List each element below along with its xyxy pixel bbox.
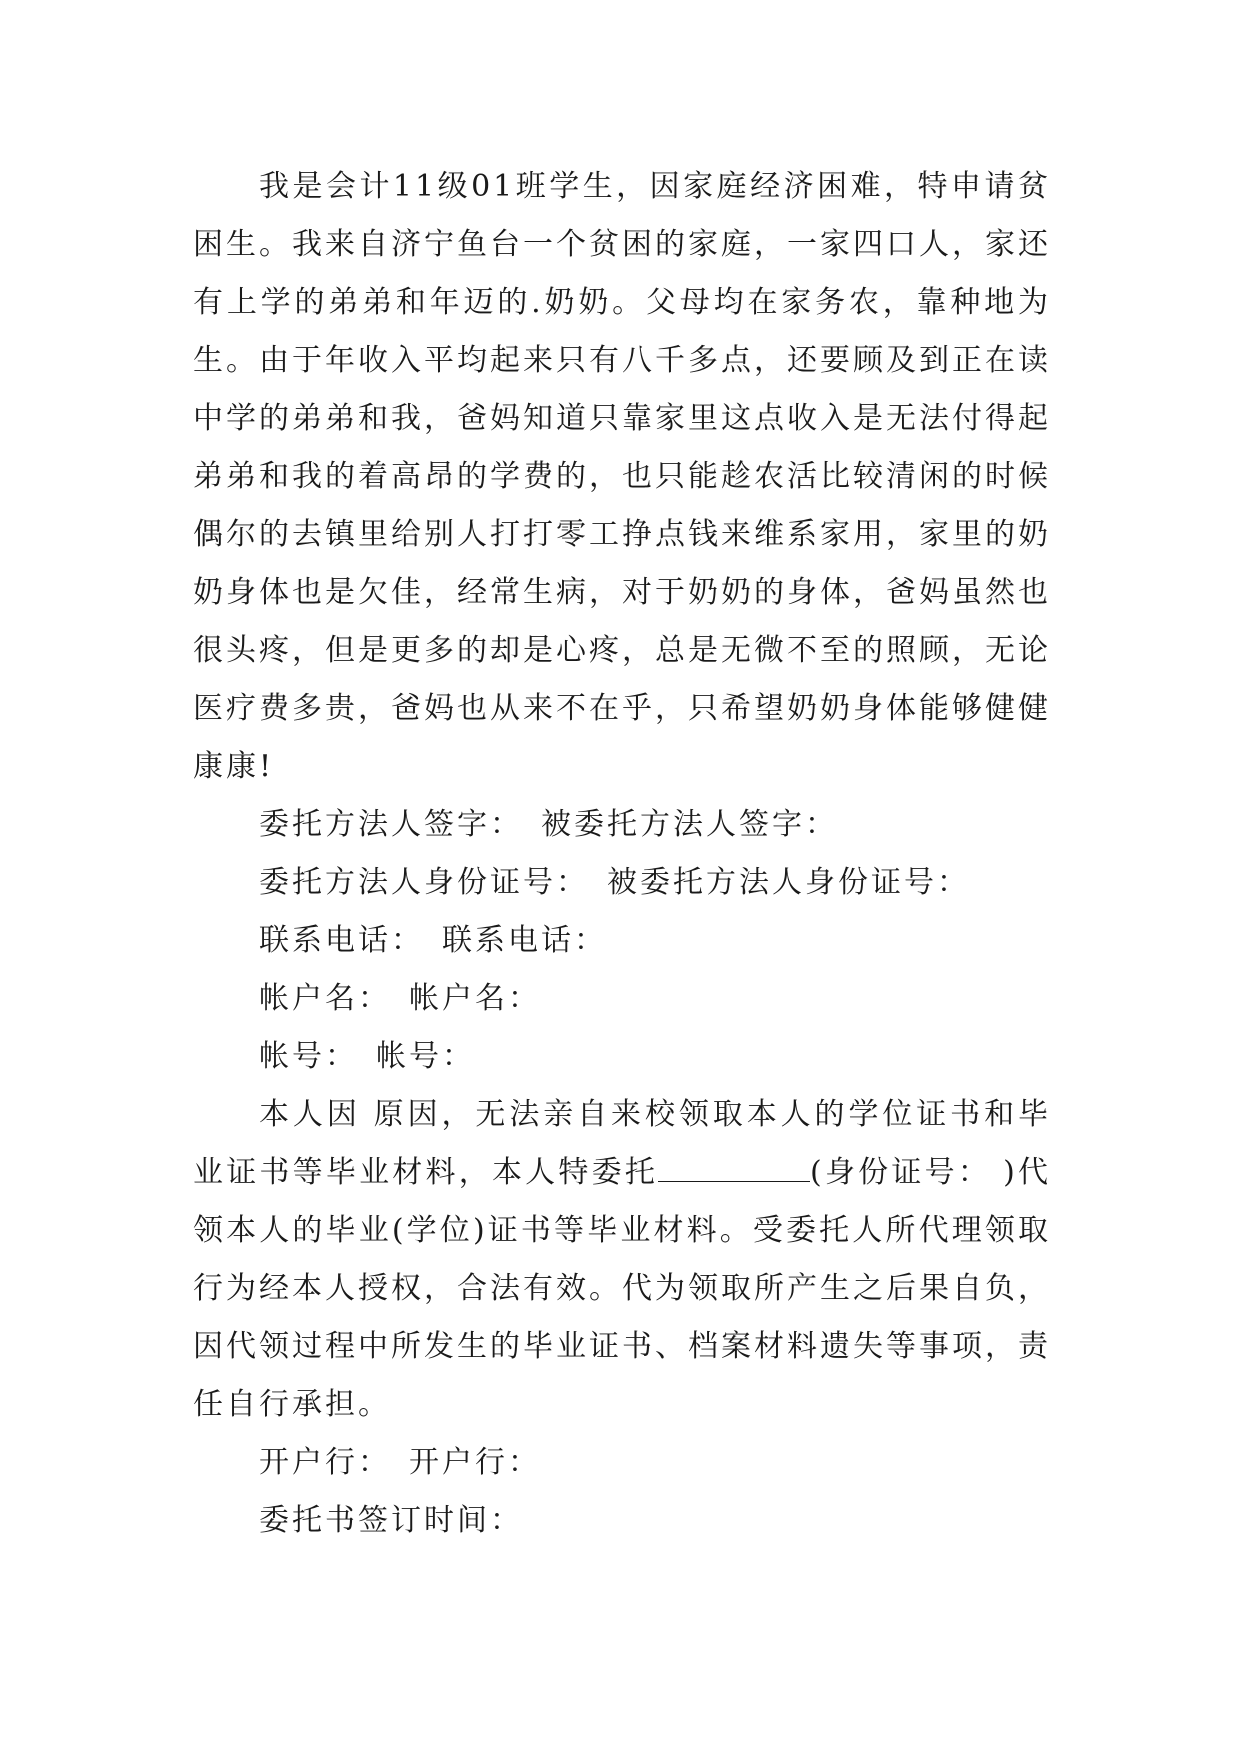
client-account-number-label: 帐号： — [259, 1039, 358, 1074]
id-number-line — [193, 854, 1051, 912]
client-signature-line — [193, 796, 1051, 854]
agent-bank-label: 开户行： — [409, 1445, 541, 1480]
phone-line — [193, 912, 1051, 970]
agent-name-blank — [658, 1151, 810, 1182]
account-number-line — [193, 1028, 1051, 1086]
signing-time-label: 委托书签订时间： — [259, 1503, 523, 1538]
bank-line — [193, 1434, 1051, 1492]
signing-time-line — [193, 1492, 1051, 1550]
agent-account-name-label: 帐户名： — [409, 981, 541, 1016]
document-body — [193, 158, 1051, 1550]
authorization-text-a: 本人因 — [259, 1097, 361, 1132]
client-bank-label: 开户行： — [259, 1445, 391, 1480]
agent-id-label: 被委托方法人身份证号： — [607, 865, 970, 900]
client-phone-label: 联系电话： — [259, 923, 424, 958]
account-name-line — [193, 970, 1051, 1028]
client-account-name-label: 帐户名： — [259, 981, 391, 1016]
authorization-text-b: 原因，无法亲自来校领取本人的学位证书和毕业证书等毕业材料，本人特委托 — [193, 1097, 1052, 1190]
authorization-text-d: )代领本人的毕业(学位)证书等毕业材料。受委托人所代理领取行为经本人授权，合法有效。代为领取所产生之后果自负，因代领过程中所发生的毕业证书、档案材料遗失等事项，责任自行承担。 — [193, 1155, 1051, 1422]
poverty-statement-paragraph: 我是会计11级01班学生，因家庭经济困难，特申请贫困生。我来自济宁鱼台一个贫困的家庭，一家四口人，家还有上学的弟弟和年迈的.奶奶。父母均在家务农，靠种地为生。由于年收入平均起来只有八千多点，还要顾及到正在读中学的弟弟和我，爸妈知道只靠家里这点收入是无法付得起弟弟和我的着高昂的学费的，也只能趁农活比较清闲的时候偶尔的去镇里给别人打打零工挣点钱来维系家用，家里的奶奶身体也是欠佳，经常生病，对于奶奶的身体，爸妈虽然也很头疼，但是更多的却是心疼，总是无微不至的照顾，无论医疗费多贵，爸妈也从来不在乎，只希望奶奶身体能够健健康康! — [193, 169, 1051, 784]
agent-phone-label: 联系电话： — [442, 923, 607, 958]
agent-account-number-label: 帐号： — [376, 1039, 475, 1074]
authorization-text-c: (身份证号： — [810, 1155, 992, 1190]
client-signature-label: 委托方法人签字： — [259, 807, 523, 842]
authorization-paragraph — [193, 1086, 1051, 1434]
agent-signature-label: 被委托方法人签字： — [541, 807, 838, 842]
client-id-label: 委托方法人身份证号： — [259, 865, 589, 900]
